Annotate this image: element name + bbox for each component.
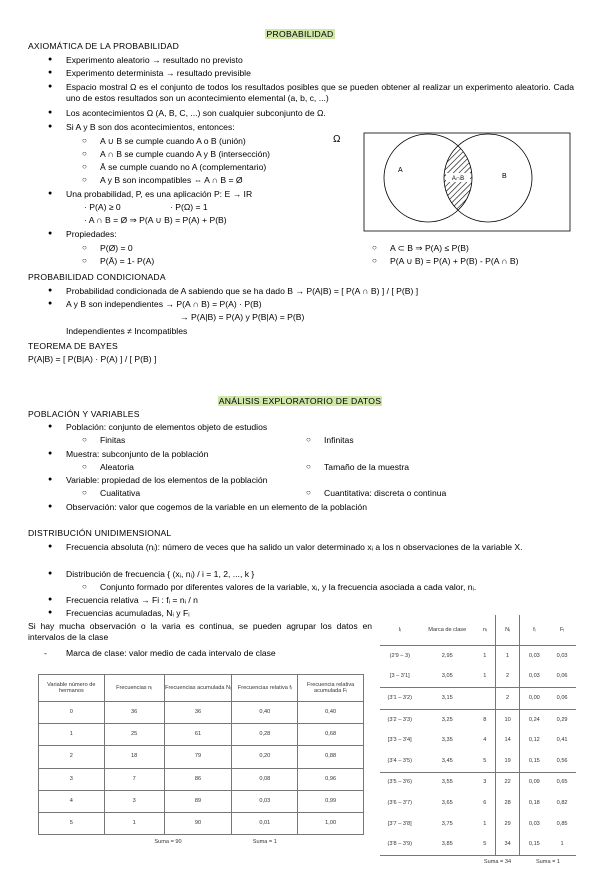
sub-union: ○ A ∪ B se cumple cuando A o B (unión) <box>100 136 246 147</box>
table-sum-n: Suma = 34 <box>483 859 512 866</box>
table-cell: 0,20 <box>232 746 298 768</box>
table-cell: (3'8 – 3'9) <box>380 834 420 855</box>
table-cell: 1 <box>483 820 487 827</box>
table-cell: 0,29 <box>548 709 576 730</box>
table-cell: 10 <box>495 709 520 730</box>
table-cell: 29 <box>495 814 520 835</box>
venn-label-a: A <box>398 167 403 174</box>
table-cell: 0,08 <box>232 768 298 790</box>
table-cell: 28 <box>495 793 520 814</box>
variable-cuantitativa: ○ Cuantitativa: discreta o continua <box>324 488 446 499</box>
table-header: Variable número de hermanos <box>39 675 105 702</box>
table-cell: 0,40 <box>298 702 364 724</box>
table-cell: 34 <box>495 834 520 855</box>
prop-p-union: ○ P(A ∪ B) = P(A) + P(B) - P(A ∩ B) <box>390 256 519 267</box>
table-cell: 0,41 <box>556 737 568 744</box>
bullet-si-a-y-b: ● Si A y B son dos acontecimientos, entonces: <box>66 122 235 133</box>
prop-subconjunto: ○ A ⊂ B ⇒ P(A) ≤ P(B) <box>390 243 469 254</box>
sub-complementario: ○ Ā se cumple cuando no A (complementario) <box>100 162 266 173</box>
marca-de-clase: - Marca de clase: valor medio de cada intervalo de clase <box>66 648 276 659</box>
table-cell: 0,03 <box>232 790 298 812</box>
bullet-muestra: ● Muestra: subconjunto de la población <box>66 449 208 460</box>
bullet-propiedades: ● Propiedades: <box>66 229 117 240</box>
bullet-poblacion: ● Población: conjunto de elementos objeto de estudios <box>66 422 267 433</box>
table-header: Frecuencias acumulada Nᵢ <box>164 675 232 702</box>
bullet-variable: ● Variable: propiedad de los elementos de la población <box>66 475 267 486</box>
table-cell: [3'7 – 3'8] <box>387 820 412 827</box>
table-cell: 0,40 <box>232 702 298 724</box>
table-header: Marca de clase <box>420 615 475 646</box>
table-cell: 19 <box>495 751 520 772</box>
table-cell: 3 <box>39 768 105 790</box>
axiomatica-heading: AXIOMÁTICA DE LA PROBABILIDAD <box>28 41 179 51</box>
table-cell: 0,06 <box>556 673 568 680</box>
table-cell: 36 <box>164 702 232 724</box>
table-cell: 4 <box>483 737 487 744</box>
table-row <box>39 812 364 834</box>
table-row <box>380 751 576 772</box>
table-cell: 2 <box>495 688 520 710</box>
probabilidad-title: PROBABILIDAD <box>266 29 334 39</box>
table-row <box>380 646 576 667</box>
table-cell: 3,85 <box>420 834 475 855</box>
bullet-frecuencia-relativa: ● Frecuencia relativa → Fi : fᵢ = nᵢ / n <box>66 595 198 606</box>
table-cell: 7 <box>104 768 164 790</box>
table-cell: 1,00 <box>298 812 364 834</box>
table-cell: 0,00 <box>520 688 548 710</box>
muestra-tamano: ○ Tamaño de la muestra <box>324 462 409 473</box>
table-cell: 0,09 <box>520 772 548 793</box>
table-cell: 3,45 <box>441 757 453 764</box>
table-cell: 0,03 <box>556 652 568 659</box>
table-cell: 0,56 <box>556 757 568 764</box>
table-cell: 0,99 <box>298 790 364 812</box>
variable-cualitativa: ○ Cualitativa <box>100 488 140 499</box>
table-cell: 3,25 <box>420 709 475 730</box>
bayes-formula: P(A|B) = [ P(B|A) · P(A) ] / [ P(B) ] <box>28 354 157 364</box>
table-cell: 89 <box>164 790 232 812</box>
table-cell: (3'4 – 3'5) <box>387 757 413 764</box>
table-cell: 61 <box>164 724 232 746</box>
table-cell: 0,06 <box>548 688 576 710</box>
table-cell: 3,65 <box>441 799 453 806</box>
table-cell: 1 <box>483 652 487 659</box>
prop-p-vacio: ○ P(Ø) = 0 <box>100 243 133 254</box>
table-cell: 3,75 <box>441 820 453 827</box>
frequency-table-hermanos <box>38 674 364 849</box>
table-sum-row <box>39 835 364 850</box>
table-header: Iᵢ <box>380 615 420 646</box>
venn-diagram <box>360 130 575 235</box>
bullet-frecuencia-absoluta: ● Frecuencia absoluta (nᵢ): número de veces que ha salido un valor determinado xᵢ a los n observaciones de la variable X. <box>66 542 572 553</box>
table-cell: 0,01 <box>232 812 298 834</box>
sub-incompatibles: ○ A y B son incompatibles ⇔ A ∩ B = Ø <box>100 175 243 186</box>
bullet-observacion: ● Observación: valor que cogemos de la variable en un elemento de la población <box>66 502 367 513</box>
table-cell: 0,12 <box>520 730 548 751</box>
table-header: Frecuencias relativa fᵢ <box>232 675 298 702</box>
table-cell: 8 <box>475 709 495 730</box>
bullet-probabilidad-aplicacion: ● Una probabilidad, P, es una aplicación P: E → IR <box>66 189 252 200</box>
table-row <box>39 724 364 746</box>
bullet-acontecimientos: ● Los acontecimientos Ω (A, B, C, ...) son cualquier subconjunto de Ω. <box>66 108 326 119</box>
table-cell: 79 <box>164 746 232 768</box>
table-cell: 25 <box>104 724 164 746</box>
table-cell: 2 <box>39 746 105 768</box>
table-header: fᵢ <box>520 615 548 646</box>
table-cell: 1 <box>39 724 105 746</box>
venn-intersection-label: A∩B <box>451 176 465 182</box>
table-row <box>39 790 364 812</box>
independientes-vs-incompatibles: Independientes ≠ Incompatibles <box>66 326 188 336</box>
poblacion-infinitas: ○ Infinitas <box>324 435 354 446</box>
table-cell: 22 <box>495 772 520 793</box>
table-cell: 2 <box>495 667 520 688</box>
table-cell: 0 <box>39 702 105 724</box>
table-header: Frecuencias nᵢ <box>104 675 164 702</box>
table-cell: (3'2 – 3'3) <box>380 709 420 730</box>
table-sum-row <box>380 855 576 870</box>
table-header: Frecuencia relativa acumulada Fᵢ <box>298 675 364 702</box>
table-cell: 0,68 <box>298 724 364 746</box>
table-cell: 14 <box>495 730 520 751</box>
bullet-experimento-aleatorio: ● Experimento aleatorio → resultado no previsto <box>66 55 243 66</box>
sub-interseccion: ○ A ∩ B se cumple cuando A y B (intersección) <box>100 149 270 160</box>
table-cell: 1 <box>548 834 576 855</box>
muestra-aleatoria: ○ Aleatoria <box>100 462 134 473</box>
distribucion-conjunto: ○ Conjunto formado por diferentes valores de la variable, xᵢ, y la frecuencia asociada a cada valor, nᵢ. <box>100 582 476 593</box>
bullet-distribucion-frecuencia: ● Distribución de frecuencia { (xᵢ, nᵢ) / i = 1, 2, ..., k } <box>66 569 254 580</box>
bullet-frecuencias-acumuladas: ● Frecuencias acumuladas, Nᵢ y Fᵢ <box>66 608 190 619</box>
table-cell: 0,03 <box>520 667 548 688</box>
table-cell: 5 <box>475 834 495 855</box>
table-cell: 3,35 <box>441 737 453 744</box>
table-row <box>380 730 576 751</box>
aed-title: ANÁLISIS EXPLORATORIO DE DATOS <box>218 396 382 406</box>
table-cell: 0,15 <box>520 751 548 772</box>
table-header: nᵢ <box>475 615 495 646</box>
venn-omega-label: Ω <box>333 134 341 145</box>
table-cell: 0,96 <box>298 768 364 790</box>
table-cell: [3'3 – 3'4] <box>387 737 412 744</box>
table-row <box>39 746 364 768</box>
table-cell: 2,95 <box>441 652 453 659</box>
table-cell: 18 <box>104 746 164 768</box>
table-cell: 0,85 <box>556 820 568 827</box>
table-cell: 0,65 <box>548 772 576 793</box>
table-cell: 1 <box>104 812 164 834</box>
table-cell: 4 <box>39 790 105 812</box>
table-cell: (2'9 – 3) <box>389 652 410 659</box>
table-cell: 0,15 <box>520 834 548 855</box>
table-cell: 0,24 <box>520 709 548 730</box>
table-sum-n: Suma = 90 <box>154 838 182 845</box>
table-row <box>380 814 576 835</box>
bullet-experimento-determinista: ● Experimento determinista → resultado previsible <box>66 68 251 79</box>
bullet-condicionada: ● Probabilidad condicionada de A sabiendo que se ha dado B → P(A|B) = [ P(A ∩ B) ] / [ P(B) ] <box>66 286 418 297</box>
poblacion-heading: POBLACIÓN Y VARIABLES <box>28 409 140 419</box>
table-row <box>380 834 576 855</box>
table-cell: 5 <box>39 812 105 834</box>
table-row <box>39 702 364 724</box>
prop-p-complementario: ○ P(Ā) = 1- P(A) <box>100 256 154 267</box>
table-cell: [3 – 3'1] <box>389 673 410 680</box>
axiom-p-a: · P(A) ≥ 0 <box>84 202 121 212</box>
table-row <box>380 772 576 793</box>
table-row <box>39 768 364 790</box>
bullet-espacio-mostral: ● Espacio mostral Ω es el conjunto de todos los resultados posibles que se pueden obtener al realizar un experimento aleatorio. Cada uno de estos resultados son un acontecimiento elemental (a, b, c, ...) <box>66 82 574 103</box>
table-row <box>380 667 576 688</box>
table-cell <box>475 688 495 710</box>
table-cell: (3'1 – 3'2) <box>380 688 420 710</box>
table-cell: 90 <box>164 812 232 834</box>
axiom-p-union: · A ∩ B = Ø ⇒ P(A ∪ B) = P(A) + P(B) <box>84 215 227 225</box>
distribucion-heading: DISTRIBUCIÓN UNIDIMENSIONAL <box>28 528 172 538</box>
table-cell: 5 <box>483 757 487 764</box>
bayes-heading: TEOREMA DE BAYES <box>28 341 118 351</box>
bullet-independientes: ● A y B son independientes → P(A ∩ B) = P(A) · P(B) <box>66 299 262 310</box>
table-cell: 1 <box>495 646 520 667</box>
table-header: Fᵢ <box>548 615 576 646</box>
table-row <box>380 688 576 710</box>
axiom-p-omega: · P(Ω) = 1 <box>170 202 208 212</box>
table-row <box>380 793 576 814</box>
table-cell: 0,18 <box>520 793 548 814</box>
table-cell: 3 <box>475 772 495 793</box>
datos-continuos-paragraph: Si hay mucha observación o la varia es continua, se pueden agrupar los datos en intervalos de la clase <box>28 621 372 642</box>
table-cell: 0,03 <box>520 646 548 667</box>
table-cell: 3,55 <box>420 772 475 793</box>
table-sum-f: Suma = 1 <box>535 859 561 866</box>
table-sum-f: Suma = 1 <box>252 838 277 845</box>
table-cell: 0,03 <box>520 814 548 835</box>
table-cell: 6 <box>483 799 487 806</box>
table-cell: 3 <box>104 790 164 812</box>
independientes-consecuencia: → P(A|B) = P(A) y P(B|A) = P(B) <box>180 312 305 322</box>
condicionada-heading: PROBABILIDAD CONDICIONADA <box>28 272 166 282</box>
table-cell: (3'5 – 3'6) <box>380 772 420 793</box>
poblacion-finitas: ○ Finitas <box>100 435 125 446</box>
frequency-table-intervals <box>380 615 576 870</box>
venn-label-b: B <box>502 173 507 180</box>
table-cell: 0,82 <box>556 799 568 806</box>
table-cell: 3,15 <box>420 688 475 710</box>
table-cell: 86 <box>164 768 232 790</box>
table-cell: (3'6 – 3'7) <box>387 799 413 806</box>
table-cell: 1 <box>483 673 487 680</box>
table-header-row <box>380 615 576 646</box>
table-cell: 3,05 <box>441 673 453 680</box>
table-cell: 0,28 <box>232 724 298 746</box>
table-row <box>380 709 576 730</box>
table-header: Nᵢ <box>495 615 520 646</box>
table-header-row <box>39 675 364 702</box>
table-cell: 0,88 <box>298 746 364 768</box>
table-cell: 36 <box>104 702 164 724</box>
